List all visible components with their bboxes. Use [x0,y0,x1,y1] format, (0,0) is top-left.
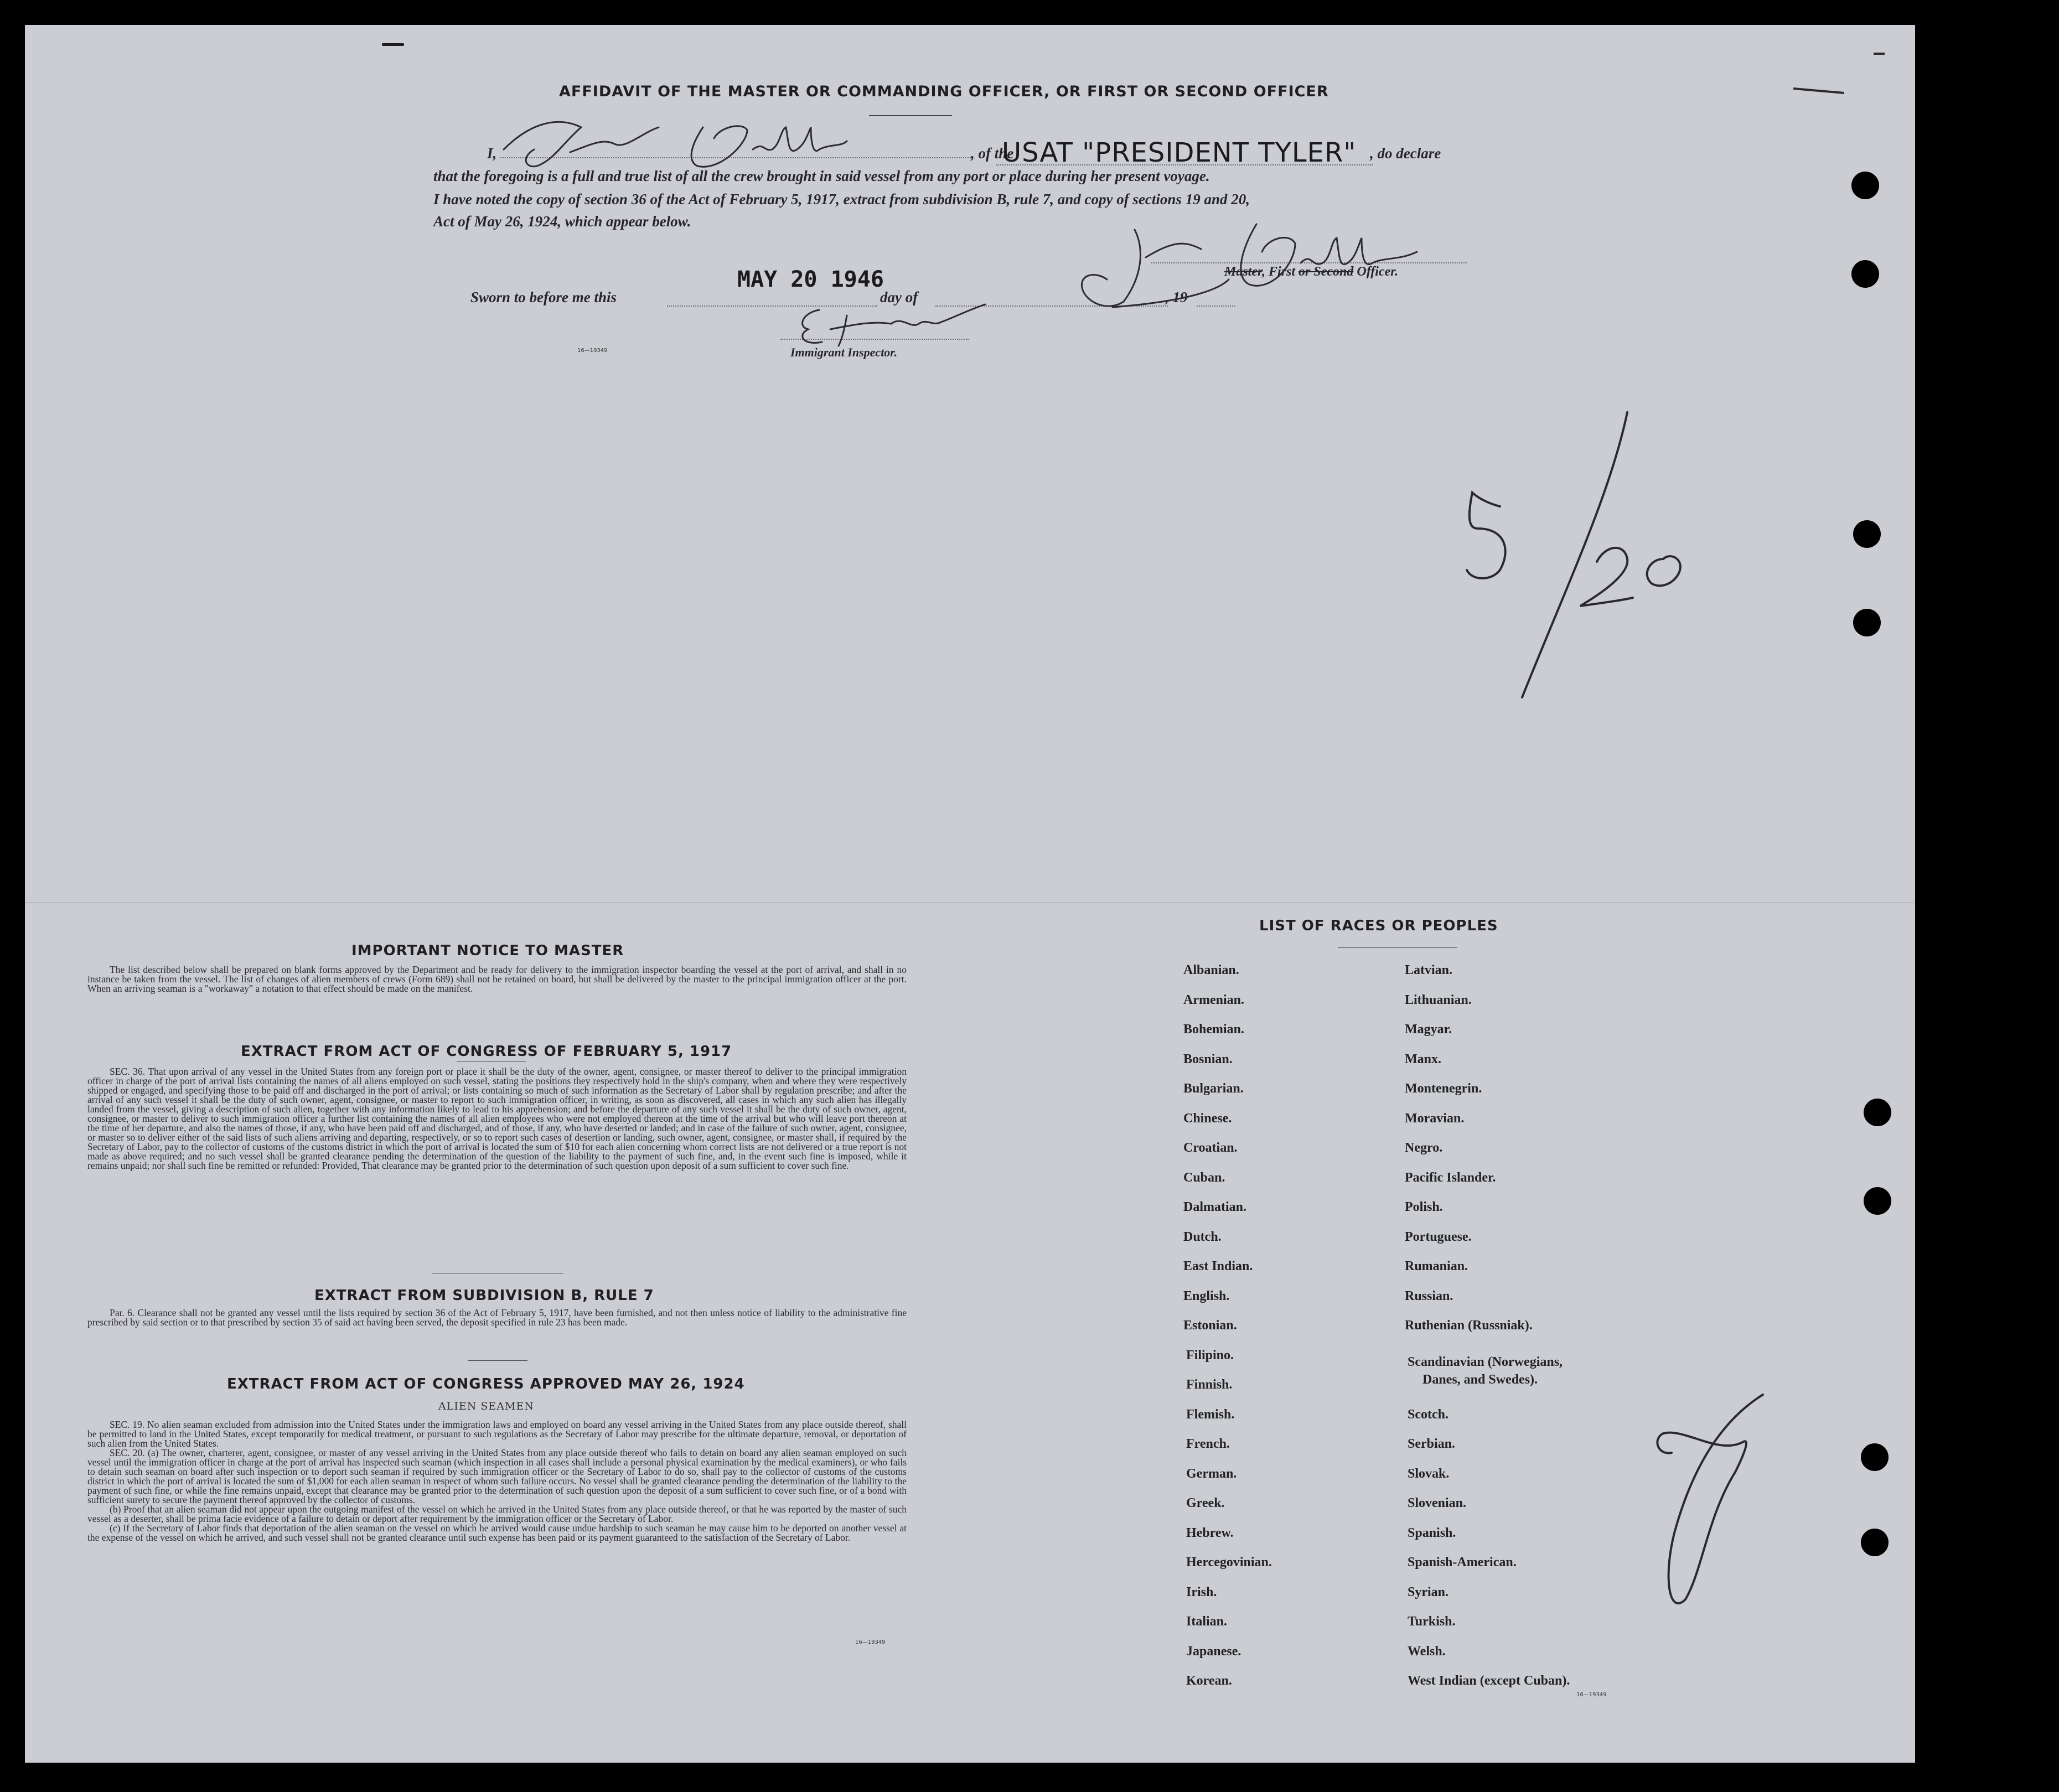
race-item: Moravian. [1405,1111,1465,1126]
race-item: Lithuanian. [1405,992,1472,1007]
handwritten-date-text [1494,553,1496,554]
race-item: Latvian. [1405,963,1453,977]
extract-form-number: 16—19349 [855,1639,886,1645]
officer-word: Officer. [1353,265,1399,279]
race-item: Albanian. [1183,963,1239,977]
race-item: Armenian. [1183,992,1244,1007]
race-item: French. [1186,1437,1230,1451]
declaration-line-2: that the foregoing is a full and true list of all the crew brought in said vessel from any port or place during her present voyage. [433,168,1210,184]
race-item: Filipino. [1186,1348,1234,1363]
master-signature [487,111,875,172]
handwritten-page-text [1688,1494,1689,1495]
races-form-number: 16—19349 [1576,1692,1607,1698]
race-item: East Indian. [1183,1259,1253,1273]
race-item: Croatian. [1183,1141,1238,1155]
race-item: Greek. [1186,1496,1225,1510]
day-of-label: day of [880,289,918,305]
sec36-paragraph: SEC. 36. That upon arrival of any vessel in the United States from any foreign port or place it shall be the duty of the owner, agent, consignee, or master thereof to deliver to the principal immigration officer in charge of the port of arrival lists containing the names of all aliens employed on such vessel, stating the positions they respectively hold in the ship's company, when and where they were respectively shipped or engaged, and specifying those to be paid off and discharged in the port of arrival; or lists containing so much of such information as the Secretary of Labor shall by regulation prescribe; and after the arrival of any such vessel it shall be the duty of such owner, agent, consignee, or master to report to such immigration officer, in writing, as soon as discovered, all cases in which any such alien has illegally landed from the vessel, giving a description of such alien, together with any information likely to lead to his apprehension; and before the departure of any such vessel it shall be the duty of such owner, agent, consignee, or master to deliver to such immigration officer a further list containing the names of all alien employees who were not employed thereon at the time of the arrival but who will leave port thereon at the time of her departure, and also the names of those, if any, who have been paid off and discharged, and of those, if any, who have deserted or landed; and in case of the failure of such owner, agent, consignee, or master so to deliver either of the said lists of such aliens arriving and departing, respectively, or so to report such cases of desertion or landing, such owner, agent, consignee, or master shall, if required by the Secretary of Labor, pay to the collector of customs of the customs district in which the port of arrival is located the sum of $10 for each alien concerning whom correct lists are not delivered or a true report is not made as above required; and no such vessel shall be granted clearance pending the determination of the question of the liability to the payment of such fine, and, in the event such fine is imposed, while it remains unpaid; nor shall such fine be remitted or refunded: Provided, That clearance may be granted prior to the determination of such question upon deposit of a sum sufficient to cover such fine. [87,1066,907,1171]
date-stamp: MAY 20 1946 [737,267,884,292]
second-struck: or Second [1298,265,1354,279]
first-label: , First [1262,265,1299,279]
race-item: Pacific Islander. [1405,1170,1496,1185]
race-item: Russian. [1405,1288,1453,1303]
race-item: Chinese. [1183,1111,1232,1126]
punch-hole [1851,172,1879,199]
race-item: Estonian. [1183,1318,1237,1333]
race-item: Portuguese. [1405,1229,1472,1244]
race-item: Polish. [1405,1200,1443,1214]
notice-text [87,965,907,993]
race-scandinavian-cont: Danes, and Swedes). [1422,1373,1538,1387]
sec20b-paragraph: (b) Proof that an alien seaman did not appear upon the outgoing manifest of the vessel on which he arrived in the United States from any place outside thereof, or that he was reported by the master of such vessel as a deserter, shall be prima facie evidence of a failure to detain or deport after requirement by the immigration officer or the Secretary of Labor. [87,1504,907,1524]
race-item: Bohemian. [1183,1022,1245,1037]
race-item: West Indian (except Cuban). [1408,1674,1570,1688]
race-item: Ruthenian (Russniak). [1405,1318,1533,1333]
race-item: Bosnian. [1183,1052,1233,1066]
par6-paragraph: Par. 6. Clearance shall not be granted any vessel until the lists required by section 36 of the Act of February 5, 1917, have been furnished, and not then unless notice of liability to the administrative fine prescribed by said section or to that prescribed by section 35 of said act having been served, the deposit specified in rule 23 has been made. [87,1307,907,1328]
race-item: Hercegovinian. [1186,1555,1272,1570]
race-item: German. [1186,1466,1237,1481]
race-item: Slovenian. [1408,1496,1467,1510]
race-item: Bulgarian. [1183,1081,1244,1096]
extract-1924-text [87,1420,907,1542]
race-item: Scotch. [1408,1407,1448,1422]
race-item: Montenegrin. [1405,1081,1482,1096]
punch-hole [1853,609,1881,636]
year-label: , 19 [1165,289,1188,305]
race-item: Japanese. [1186,1644,1241,1659]
master-struck: Master [1224,265,1263,279]
punch-hole [1851,260,1879,288]
race-item: Finnish. [1186,1377,1233,1392]
race-item: Manx. [1405,1052,1441,1066]
race-item: Spanish. [1408,1525,1456,1540]
inspector-label: Immigrant Inspector. [790,345,898,359]
extract-1917-title: EXTRACT FROM ACT OF CONGRESS OF FEBRUARY 5, 1917 [241,1043,732,1060]
race-item: Flemish. [1186,1407,1235,1422]
extract-1917-text [87,1067,907,1171]
alien-seamen-subtitle: ALIEN SEAMEN [438,1400,534,1412]
race-item: Syrian. [1408,1584,1449,1599]
edge-mark [1874,53,1885,55]
fold-line [25,902,1915,903]
vessel-blank [996,164,1373,165]
race-item: Korean. [1186,1674,1232,1688]
sec20a-paragraph: SEC. 20. (a) The owner, charterer, agent, consignee, or master of any vessel arriving in the United States from any place outside thereof who fails to detain on board any alien seaman employed on such vessel until the immigration officer in charge at the port of arrival has inspected such seaman (which inspection in all cases shall include a personal physical examination by the medical examiners), or who fails to detain such seaman on board after such inspection or to deport such seaman if required by such immigration officer or the Secretary of Labor to do so, shall pay to the collector of customs of the customs district in which the port of arrival is located the sum of $1,000 for each alien seaman in respect of whom such failure occurs. No vessel shall be granted clearance pending the determination of the liability to the payment of such fine, or while the fine remains unpaid, except that clearance may be granted prior to the determination of such question upon the deposit of a sum sufficient to cover such fine, or of a bond with sufficient surety to secure the payment thereof approved by the collector of customs. [87,1447,907,1505]
race-item: Rumanian. [1405,1259,1468,1273]
sec20c-paragraph: (c) If the Secretary of Labor finds that deportation of the alien seaman on the vessel on which he arrived would cause undue hardship to such seaman he may cause him to be deported on another vessel at the expense of the vessel on which he arrived, and such vessel shall not be granted clearance until such expense has been paid or its payment guaranteed to the satisfaction of the Secretary of Labor. [87,1522,907,1543]
declaration-of-the: , of the [971,145,1014,162]
race-item: Hebrew. [1186,1525,1234,1540]
sec19-paragraph: SEC. 19. No alien seaman excluded from admission into the United States under the immigration laws and employed on board any vessel arriving in the United States from any place outside thereof, shall be permitted to land in the United States, except temporarily for medical treatment, or pursuant to such regulations as the Secretary of Labor may prescribe for the ultimate departure, removal, or deportation of such alien from the United States. [87,1419,907,1449]
race-item: Irish. [1186,1584,1217,1599]
races-title: LIST OF RACES OR PEOPLES [1259,918,1498,934]
punch-hole [1864,1099,1891,1126]
extract-rule7-title: EXTRACT FROM SUBDIVISION B, RULE 7 [314,1287,654,1304]
race-item: Magyar. [1405,1022,1452,1037]
vessel-name-stamp: USAT "PRESIDENT TYLER" [1002,137,1357,168]
punch-hole [1861,1443,1889,1471]
inspector-signature [786,299,1018,349]
affidavit-form-number: 16—19349 [577,348,608,354]
race-item: Slovak. [1408,1466,1450,1481]
handwritten-page-number [1652,1389,1768,1622]
race-item: Turkish. [1408,1614,1456,1629]
race-item: Negro. [1405,1141,1443,1155]
punch-hole [1853,520,1881,548]
officer-signature [1074,219,1428,313]
race-item: English. [1183,1288,1230,1303]
notice-paragraph: The list described below shall be prepared on blank forms approved by the Department and be ready for delivery to the immigration inspector boarding the vessel at the port of arrival, and shall in no instance be taken from the vessel. The list of changes of alien members of crews (Form 689) shall not be retained on board, but shall be delivered by the master to the principal immigration officer at the port. When an arriving seaman is a "workaway" a notation to that effect should be made on the manifest. [87,964,907,994]
punch-hole [1861,1529,1889,1556]
race-item: Dutch. [1183,1229,1222,1244]
edge-mark [382,43,404,46]
sworn-label: Sworn to before me this [470,289,617,305]
race-item: Spanish-American. [1408,1555,1517,1570]
declaration-line-3: I have noted the copy of section 36 of the Act of February 5, 1917, extract from subdivision B, rule 7, and copy of sections 19 and 20, [433,191,1250,208]
handwritten-date-note [1461,410,1721,697]
extract-1924-title: EXTRACT FROM ACT OF CONGRESS APPROVED MAY 26, 1924 [227,1376,745,1392]
extract-1924-overline [468,1360,527,1361]
affidavit-title: AFFIDAVIT OF THE MASTER OR COMMANDING OFFICER, OR FIRST OR SECOND OFFICER [559,83,1329,100]
race-item: Cuban. [1183,1170,1225,1185]
race-item: Welsh. [1408,1644,1446,1659]
races-underline [1338,947,1457,948]
do-declare: , do declare [1370,145,1441,162]
race-item: Dalmatian. [1183,1200,1246,1214]
title-underline [869,115,952,116]
notice-title: IMPORTANT NOTICE TO MASTER [351,942,624,959]
declaration-i: I, [487,145,497,162]
punch-hole [1864,1187,1891,1215]
race-item: Serbian. [1408,1437,1456,1451]
race-item: Scandinavian (Norwegians, [1408,1354,1563,1369]
race-item: Italian. [1186,1614,1228,1629]
extract-rule7-text [87,1308,907,1327]
declaration-line-4: Act of May 26, 1924, which appear below. [433,213,691,230]
